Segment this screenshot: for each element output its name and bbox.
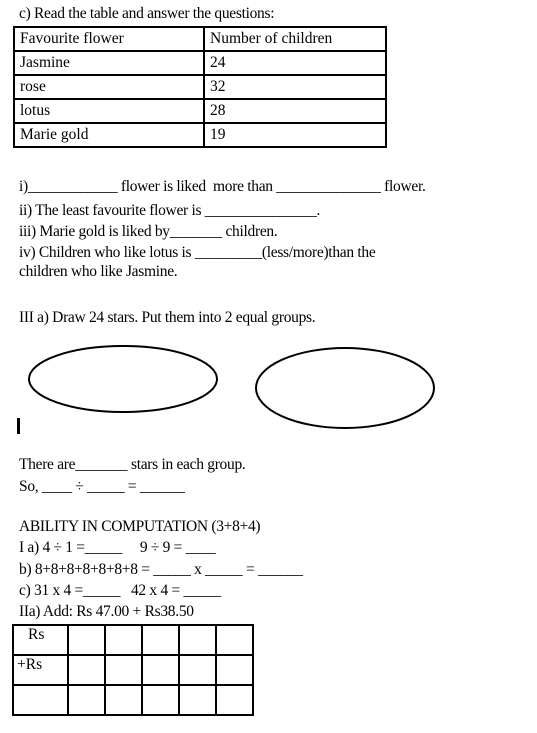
table-cell: 32 [204, 75, 386, 99]
table-cell: lotus [14, 99, 204, 123]
compute-c: c) 31 x 4 =_____ 42 x 4 = _____ [19, 582, 221, 599]
grid-row [13, 685, 253, 715]
grid-cell[interactable] [179, 625, 216, 655]
grid-label-cell: +Rs [13, 655, 68, 685]
table-cell: 28 [204, 99, 386, 123]
grid-row [13, 625, 253, 655]
compute-add: IIa) Add: Rs 47.00 + Rs38.50 [19, 603, 194, 620]
grid-cell[interactable] [68, 625, 105, 655]
grid-cell[interactable] [105, 685, 142, 715]
table-row [14, 75, 386, 99]
division-statement: So, ____ ÷ _____ = ______ [19, 478, 185, 495]
table-cell: 19 [204, 123, 386, 147]
question-4-continued: children who like Jasmine. [19, 263, 178, 280]
flower-table [13, 26, 387, 148]
table-cell: Marie gold [14, 123, 204, 147]
question-2: ii) The least favourite flower is _______________. [19, 202, 321, 219]
group-oval-right [253, 345, 437, 431]
section-heading: c) Read the table and answer the questions: [19, 5, 275, 22]
question-4: iv) Children who like lotus is _________(less/more)than the [19, 244, 376, 261]
grid-row [13, 655, 253, 685]
grid-cell[interactable] [179, 655, 216, 685]
table-cell: Jasmine [14, 51, 204, 75]
grid-cell[interactable] [68, 655, 105, 685]
table-cell: 24 [204, 51, 386, 75]
compute-b: b) 8+8+8+8+8+8+8 = _____ x _____ = ______ [19, 561, 303, 578]
grid-cell[interactable] [105, 655, 142, 685]
grid-cell[interactable] [216, 625, 253, 655]
question-3: iii) Marie gold is liked by_______ children. [19, 223, 278, 240]
grid-cell[interactable] [179, 685, 216, 715]
question-1: i)____________ flower is liked more than ______________ flower. [19, 178, 426, 195]
groups-statement: There are_______ stars in each group. [19, 456, 246, 473]
grid-label-cell [13, 685, 68, 715]
grid-cell[interactable] [142, 685, 179, 715]
ability-title: ABILITY IN COMPUTATION (3+8+4) [19, 518, 261, 535]
header-cell: Favourite flower [14, 27, 204, 51]
table-header-row [14, 27, 386, 51]
header-cell: Number of children [204, 27, 386, 51]
group-oval-left [26, 343, 220, 415]
grid-label-cell: Rs [13, 625, 68, 655]
table-cell: rose [14, 75, 204, 99]
grid-cell[interactable] [68, 685, 105, 715]
text-cursor [17, 418, 20, 434]
addition-grid [12, 624, 254, 716]
grid-cell[interactable] [216, 655, 253, 685]
grid-cell[interactable] [216, 685, 253, 715]
table-row [14, 123, 386, 147]
section-3-instruction: III a) Draw 24 stars. Put them into 2 equal groups. [19, 309, 316, 326]
grid-cell[interactable] [142, 625, 179, 655]
table-row [14, 99, 386, 123]
table-row [14, 51, 386, 75]
grid-cell[interactable] [105, 625, 142, 655]
grid-cell[interactable] [142, 655, 179, 685]
compute-a: I a) 4 ÷ 1 =_____ 9 ÷ 9 = ____ [19, 539, 216, 556]
